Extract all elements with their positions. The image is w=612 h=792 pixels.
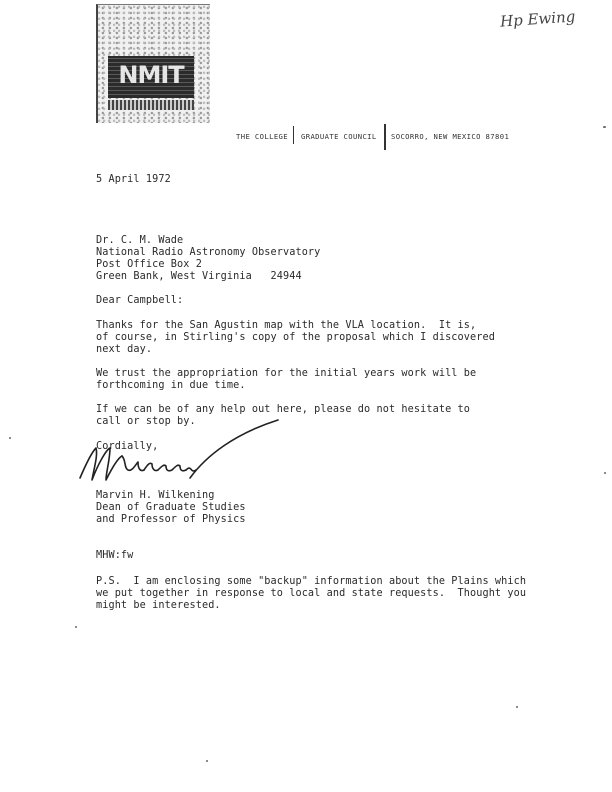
letterhead-address: SOCORRO, NEW MEXICO 87801: [391, 132, 510, 141]
postscript-line: we put together in response to local and state requests. Thought you: [96, 588, 527, 599]
handwritten-note: Hp Ewing: [499, 7, 576, 31]
body-line: We trust the appropriation for the initial years work will be: [96, 368, 477, 379]
scan-speck: [604, 472, 606, 474]
letterhead-divider: [293, 126, 294, 144]
letterhead-college: THE COLLEGE: [236, 132, 288, 141]
scan-speck: [206, 760, 208, 762]
recipient-organization: National Radio Astronomy Observatory: [96, 247, 321, 258]
signer-name: Marvin H. Wilkening: [96, 490, 215, 501]
salutation: Dear Campbell:: [96, 295, 184, 306]
body-line: If we can be of any help out here, please do not hesitate to: [96, 404, 471, 415]
scan-speck: [603, 126, 606, 128]
recipient-city: Green Bank, West Virginia 24944: [96, 271, 302, 282]
body-line: of course, in Stirling's copy of the proposal which I discovered: [96, 332, 495, 343]
signer-title: Dean of Graduate Studies: [96, 502, 246, 513]
body-line: Thanks for the San Agustin map with the VLA location. It is,: [96, 320, 477, 331]
college-logo-mark: NMIT: [118, 61, 184, 89]
body-line: forthcoming in due time.: [96, 380, 246, 391]
college-logo-strip: [108, 100, 194, 110]
scan-speck: [75, 626, 77, 628]
letterhead-council: GRADUATE COUNCIL: [301, 132, 377, 141]
body-line: call or stop by.: [96, 416, 196, 427]
signer-title: and Professor of Physics: [96, 514, 246, 525]
body-line: next day.: [96, 344, 153, 355]
postscript-line: P.S. I am enclosing some "backup" information about the Plains which: [96, 576, 527, 587]
recipient-name: Dr. C. M. Wade: [96, 235, 184, 246]
scan-speck: [516, 706, 518, 708]
recipient-po-box: Post Office Box 2: [96, 259, 202, 270]
handwritten-signature: [66, 408, 286, 490]
scan-speck: [9, 437, 11, 439]
postscript-line: might be interested.: [96, 600, 221, 611]
closing: Cordially,: [96, 441, 159, 452]
reference-initials: MHW:fw: [96, 550, 134, 561]
letterhead-divider: [384, 124, 386, 150]
letter-date: 5 April 1972: [96, 174, 171, 185]
